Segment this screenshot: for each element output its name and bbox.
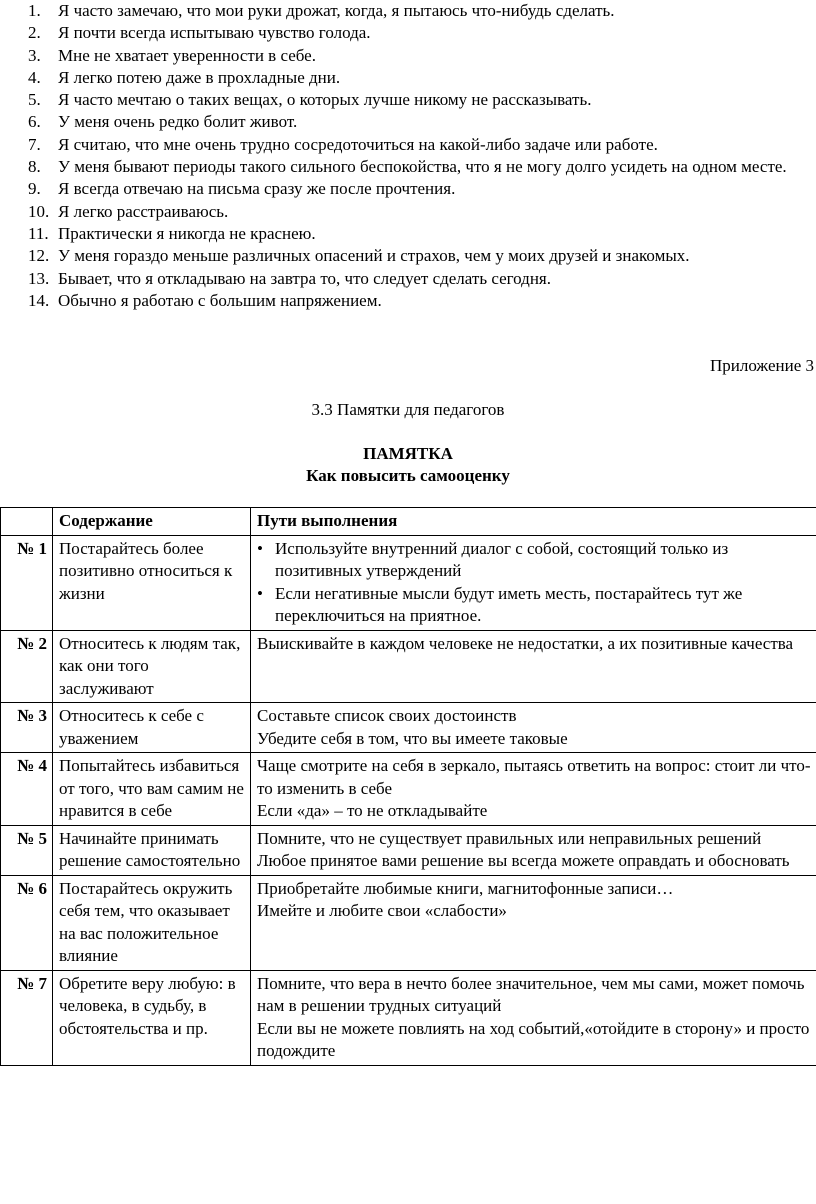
way-item: [257, 900, 812, 923]
bullet-item: [257, 538, 812, 583]
row-number: № 7: [1, 970, 53, 1065]
list-item: [28, 0, 816, 22]
header-content: Содержание: [53, 508, 251, 536]
list-item: [28, 245, 816, 267]
row-ways: [251, 753, 816, 826]
list-item-number: 4.: [28, 67, 41, 87]
list-item-text: Практически я никогда не краснею.: [58, 223, 316, 243]
row-ways: [251, 535, 816, 630]
row-ways: [251, 970, 816, 1065]
questionnaire-list: [28, 0, 816, 312]
row-content: Начинайте принимать решение самостоятельно: [53, 825, 251, 875]
list-item-number: 13.: [28, 268, 50, 288]
header-number: [1, 508, 53, 536]
way-item: [257, 800, 812, 823]
list-item-number: 10.: [28, 201, 50, 221]
row-content: Постарайтесь более позитивно относиться к жизни: [53, 535, 251, 630]
list-item-text: Я часто мечтаю о таких вещах, о которых лучше никому не рассказывать.: [58, 90, 592, 110]
list-item: [28, 111, 816, 133]
list-item: [28, 178, 816, 200]
header-ways: Пути выполнения: [251, 508, 816, 536]
bullet-icon: •: [257, 583, 263, 603]
way-text: Чаще смотрите на себя в зеркало, пытаясь ответить на вопрос: стоит ли что-то изменить в себе: [257, 756, 811, 798]
way-item: [257, 828, 812, 851]
list-item-text: Я считаю, что мне очень трудно сосредоточиться на какой-либо задаче или работе.: [58, 134, 658, 154]
row-content: Относитесь к себе с уважением: [53, 703, 251, 753]
list-item-number: 3.: [28, 45, 41, 65]
list-item: [28, 201, 816, 223]
way-text: Если вы не можете повлиять на ход событий,«отойдите в сторону» и просто подождите: [257, 1018, 810, 1060]
list-item: [28, 290, 816, 312]
row-content: Относитесь к людям так, как они того заслуживают: [53, 630, 251, 703]
memo-table: [0, 507, 816, 1066]
list-item-number: 14.: [28, 290, 50, 310]
table-row: [1, 630, 816, 703]
list-item: [28, 134, 816, 156]
list-item-number: 5.: [28, 90, 41, 110]
row-ways: [251, 630, 816, 703]
way-text: Убедите себя в том, что вы имеете таковые: [257, 728, 568, 748]
way-text: Любое принятое вами решение вы всегда можете оправдать и обосновать: [257, 851, 790, 870]
list-item-text: Я часто замечаю, что мои руки дрожат, когда, я пытаюсь что-нибудь сделать.: [58, 1, 615, 20]
way-item: [257, 973, 812, 1018]
way-text: Составьте список своих достоинств: [257, 706, 517, 725]
row-number: № 2: [1, 630, 53, 703]
list-item: [28, 156, 816, 178]
way-text: Помните, что не существует правильных или неправильных решений: [257, 828, 762, 848]
list-item-number: 2.: [28, 23, 41, 43]
list-item-number: 1.: [28, 1, 41, 20]
list-item: [28, 89, 816, 111]
list-item-text: У меня очень редко болит живот.: [58, 112, 298, 132]
list-item: [28, 223, 816, 245]
way-item: [257, 705, 812, 728]
way-item: [257, 728, 812, 751]
memo-subtitle: Как повысить самооценку: [306, 466, 510, 485]
way-item: [257, 633, 812, 656]
way-item: [257, 850, 812, 873]
row-ways: [251, 825, 816, 875]
table-row: [1, 875, 816, 970]
way-text: Выискивайте в каждом человеке не недостатки, а их позитивные качества: [257, 633, 794, 653]
row-number: № 4: [1, 753, 53, 826]
list-item-text: Я легко расстраиваюсь.: [58, 201, 229, 221]
list-item-number: 7.: [28, 134, 41, 154]
bullet-item: [257, 583, 812, 628]
appendix-label: Приложение 3: [710, 356, 814, 375]
list-item-text: Обычно я работаю с большим напряжением.: [58, 290, 382, 310]
section-title: 3.3 Памятки для педагогов: [311, 400, 505, 419]
list-item-text: Я всегда отвечаю на письма сразу же после прочтения.: [58, 179, 456, 199]
list-item-number: 11.: [28, 223, 49, 243]
list-item-text: Я почти всегда испытываю чувство голода.: [58, 23, 371, 43]
list-item-text: У меня бывают периоды такого сильного беспокойства, что я не могу долго усидеть на одном месте.: [58, 157, 787, 177]
list-item-number: 8.: [28, 157, 41, 177]
row-number: № 3: [1, 703, 53, 753]
list-item-number: 9.: [28, 179, 41, 199]
way-item: [257, 878, 812, 901]
row-content: Попытайтесь избавиться от того, что вам самим не нравится в себе: [53, 753, 251, 826]
way-text: Приобретайте любимые книги, магнитофонные записи…: [257, 878, 674, 898]
bullet-icon: •: [257, 538, 263, 558]
table-row: [1, 535, 816, 630]
list-item: [28, 67, 816, 89]
list-item: [28, 268, 816, 290]
row-ways: [251, 875, 816, 970]
way-text: Имейте и любите свои «слабости»: [257, 901, 507, 920]
way-item: [257, 755, 812, 800]
row-number: № 1: [1, 535, 53, 630]
memo-title: ПАМЯТКА: [363, 444, 453, 463]
list-item-number: 6.: [28, 112, 41, 132]
way-text: Если «да» – то не откладывайте: [257, 801, 488, 820]
table-row: [1, 753, 816, 826]
table-row: [1, 970, 816, 1065]
table-row: [1, 825, 816, 875]
list-item-text: У меня гораздо меньше различных опасений и страхов, чем у моих друзей и знакомых.: [58, 246, 690, 266]
way-item: [257, 1018, 812, 1063]
memo-header-row: [1, 508, 816, 536]
way-text: Если негативные мысли будут иметь месть, постарайтесь тут же переключиться на приятное.: [275, 583, 743, 625]
list-item-number: 12.: [28, 246, 50, 266]
list-item-text: Мне не хватает уверенности в себе.: [58, 45, 316, 65]
row-content: Постарайтесь окружить себя тем, что оказывает на вас положительное влияние: [53, 875, 251, 970]
way-text: Используйте внутренний диалог с собой, состоящий только из позитивных утверждений: [275, 538, 729, 580]
row-content: Обретите веру любую: в человека, в судьбу, в обстоятельства и пр.: [53, 970, 251, 1065]
way-text: Помните, что вера в нечто более значительное, чем мы сами, может помочь нам в решении трудных ситуаций: [257, 973, 805, 1015]
row-number: № 6: [1, 875, 53, 970]
table-row: [1, 703, 816, 753]
list-item-text: Я легко потею даже в прохладные дни.: [58, 67, 341, 87]
row-ways: [251, 703, 816, 753]
row-number: № 5: [1, 825, 53, 875]
list-item-text: Бывает, что я откладываю на завтра то, что следует сделать сегодня.: [58, 268, 551, 288]
list-item: [28, 22, 816, 44]
list-item: [28, 45, 816, 67]
